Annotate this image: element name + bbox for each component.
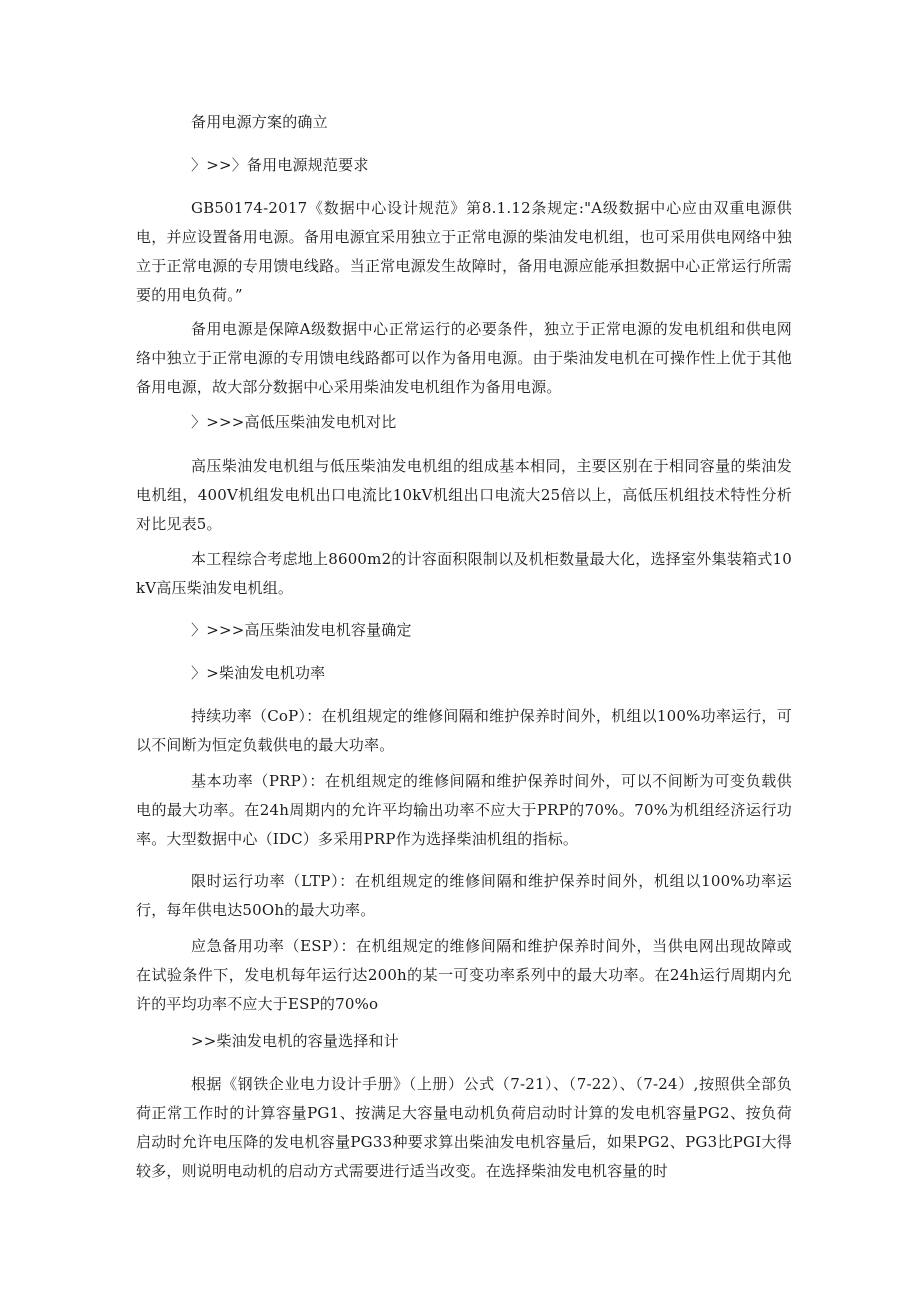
paragraph-ltp: 限时运行功率（LTP）：在机组规定的维修间隔和维护保养时间外，机组以100%功率运行，每年供电达50Oh的最大功率。 (136, 872, 792, 919)
paragraph-hv-lv-compare: 高压柴油发电机组与低压柴油发电机组的组成基本相同，主要区别在于相同容量的柴油发电机组，400V机组发电机出口电流比10kV机组出口电流大25倍以上，高低压机组技术特性分析对比见表5。 (136, 457, 792, 533)
section-heading-standard: 〉>>〉备用电源规范要求 (191, 156, 369, 174)
paragraph-project-choice: 本工程综合考虑地上8600m2的计容面积限制以及机柜数量最大化，选择室外集装箱式10kV高压柴油发电机组。 (136, 550, 792, 597)
section-heading-selection: >>柴油发电机的容量选择和计 (191, 1032, 399, 1050)
section-heading-power: 〉>柴油发电机功率 (191, 664, 326, 682)
paragraph-manual-formula: 根据《钢铁企业电力设计手册》（上册）公式（7-21）、（7-22）、（7-24）,按照供全部负荷正常工作时的计算容量PG1、按满足大容量电动机负荷启动时计算的发电机容量PG2、按负荷启动时允许电压降的发电机容量PG33种要求算出柴油发电机容量后，如果PG2、PG3比PGI大得较多，则说明电动机的启动方式需要进行适当改变。在选择柴油发电机容量的时 (136, 1075, 792, 1180)
paragraph-esp: 应急备用功率（ESP）：在机组规定的维修间隔和维护保养时间外，当供电网出现故障或在试验条件下，发电机每年运行达200h的某一可变功率系列中的最大功率。在24h运行周期内允许的平均功率不应大于ESP的70%o (136, 937, 792, 1013)
paragraph-backup-power: 备用电源是保障A级数据中心正常运行的必要条件，独立于正常电源的发电机组和供电网络中独立于正常电源的专用馈电线路都可以作为备用电源。由于柴油发电机在可操作性上优于其他备用电源，故大部分数据中心采用柴油发电机组作为备用电源。 (136, 320, 792, 396)
section-heading-capacity: 〉>>>高压柴油发电机容量确定 (191, 621, 412, 639)
paragraph-gb50174: GB50174-2017《数据中心设计规范》第8.1.12条规定:"A级数据中心应由双重电源供电，并应设置备用电源。备用电源宜采用独立于正常电源的柴油发电机组，也可采用供电网络中独立于正常电源的专用馈电线路。当正常电源发生故障时，备用电源应能承担数据中心正常运行所需要的用电负荷。” (136, 199, 792, 304)
paragraph-prp: 基本功率（PRP）：在机组规定的维修间隔和维护保养时间外，可以不间断为可变负载供电的最大功率。在24h周期内的允许平均输出功率不应大于PRP的70%。70%为机组经济运行功率。大型数据中心（IDC）多采用PRP作为选择柴油机组的指标。 (136, 772, 792, 848)
paragraph-cop: 持续功率（CoP）：在机组规定的维修间隔和维护保养时间外，机组以100%功率运行，可以不间断为恒定负载供电的最大功率。 (136, 707, 792, 754)
page-title: 备用电源方案的确立 (191, 113, 328, 131)
section-heading-comparison: 〉>>>高低压柴油发电机对比 (191, 413, 397, 431)
